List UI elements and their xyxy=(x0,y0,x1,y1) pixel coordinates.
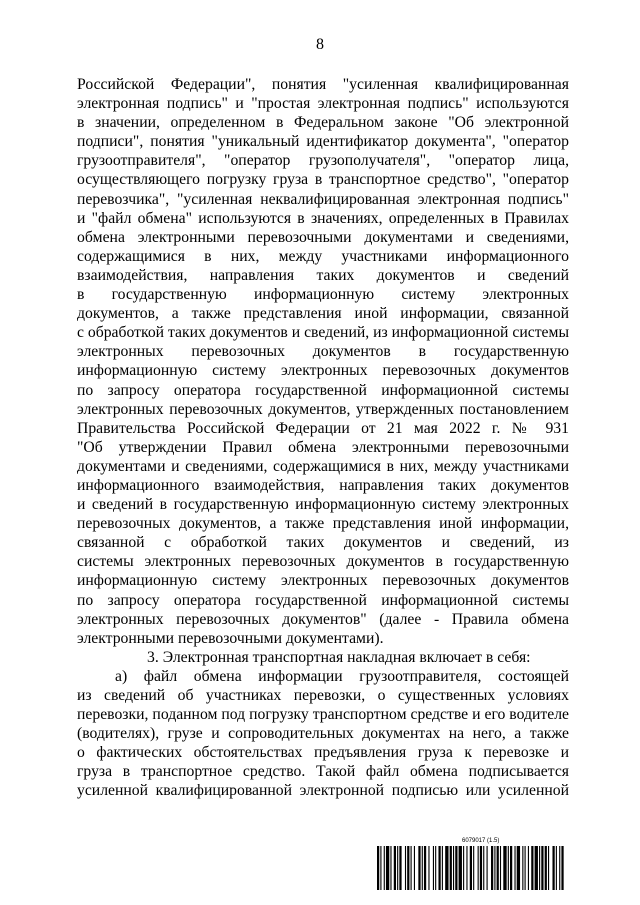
barcode-bar xyxy=(418,846,420,890)
barcode-bar xyxy=(422,846,423,890)
barcode-bar xyxy=(414,846,415,890)
barcode-bar xyxy=(442,846,443,890)
barcode-bar xyxy=(466,846,467,890)
text-line: усиленной квалифицированной электронной подписью или усиленной xyxy=(77,782,569,800)
barcode-bar xyxy=(541,846,543,890)
barcode-bar xyxy=(473,846,474,890)
barcode-bar xyxy=(405,846,406,890)
text-line: обмена электронными перевозочными документами и сведениями, xyxy=(77,228,569,246)
text-line: по запросу оператора государственной информационной системы xyxy=(77,591,569,609)
text-line: системы электронных перевозочных документов в государственную xyxy=(77,553,569,571)
barcode-bar xyxy=(487,846,488,890)
barcode-bar xyxy=(433,846,434,890)
barcode-bar xyxy=(407,846,409,890)
barcode-bar xyxy=(503,846,506,890)
text-line: и "файл обмена" используются в значениях, определенных в Правилах xyxy=(77,209,569,227)
text-line: а) файл обмена информации грузоотправителя, состоящей xyxy=(115,667,569,685)
text-line: связанной с обработкой таких документов и сведений, из xyxy=(77,534,569,552)
text-line: (водителях), грузе и сопроводительных документах на него, а также xyxy=(77,725,569,743)
page-number: 8 xyxy=(316,36,324,53)
barcode-bar xyxy=(397,846,398,890)
text-line: электронными перевозочными документами). xyxy=(77,629,384,647)
text-line: содержащимися в них, между участниками информационного xyxy=(77,247,569,265)
text-line: взаимодействия, направления таких документов и сведений xyxy=(77,266,569,284)
text-line: электронных перевозочных документов" (далее - Правила обмена xyxy=(77,610,569,628)
text-line: перевозчика", "усиленная неквалифицированная электронная подпись" xyxy=(77,190,569,208)
text-line: перевозки, поданном под погрузку транспортном средстве и его водителе xyxy=(77,706,569,724)
barcode-bar xyxy=(514,846,515,890)
text-line: Российской Федерации", понятия "усиленная квалифицированная xyxy=(77,76,569,93)
barcode-bar xyxy=(528,846,529,890)
barcode-bar xyxy=(497,846,499,890)
barcode xyxy=(377,846,567,890)
text-line: документов, а также представления иной информации, связанной xyxy=(77,305,569,323)
barcode-bar xyxy=(470,846,472,890)
barcode-bar xyxy=(522,846,523,890)
barcode-bar xyxy=(552,846,554,890)
text-line: "Об утверждении Правил обмена электронными перевозочными xyxy=(77,438,569,456)
text-line: электронных перевозочных документов, утвержденных постановлением xyxy=(77,400,569,418)
text-line: в значении, определенном в Федеральном законе "Об электронной xyxy=(77,114,569,132)
barcode-bar xyxy=(459,846,462,890)
barcode-bar xyxy=(384,846,385,890)
text-line: осуществляющего погрузку груза в транспортное средство", "оператор xyxy=(77,171,569,189)
barcode-bar xyxy=(453,846,454,890)
barcode-bar xyxy=(428,846,429,890)
barcode-bar xyxy=(531,846,533,890)
text-line: в государственную информационную систему электронных xyxy=(77,286,569,304)
barcode-bar xyxy=(411,846,412,890)
barcode-bar xyxy=(556,846,557,890)
text-line: и сведений в государственную информационную систему электронных xyxy=(77,496,569,514)
barcode-bar xyxy=(517,846,520,890)
barcode-bar xyxy=(445,846,448,890)
barcode-bar xyxy=(548,846,549,890)
body-text xyxy=(77,75,569,801)
barcode-bar xyxy=(559,846,560,890)
barcode-bar xyxy=(394,846,396,890)
text-line: с обработкой таких документов и сведений, из информационной системы xyxy=(77,324,569,342)
text-line: Правительства Российской Федерации от 21 мая 2022 г. № 931 xyxy=(77,419,569,437)
barcode-bar xyxy=(491,846,493,890)
text-line: из сведений об участниках перевозки, о существенных условиях xyxy=(77,687,569,704)
document-code: 6079017 (1.5) xyxy=(462,838,500,844)
barcode-bar xyxy=(380,846,381,890)
barcode-bar xyxy=(478,846,479,890)
text-line: о фактических обстоятельствах предъявления груза к перевозке и xyxy=(77,744,569,762)
barcode-bar xyxy=(390,846,391,890)
text-line: информационную систему электронных перевозочных документов xyxy=(77,572,569,590)
text-line: электронная подпись" и "простая электронная подпись" используются xyxy=(77,95,569,113)
barcode-bar xyxy=(435,846,436,890)
barcode-bar xyxy=(377,846,379,890)
barcode-bar xyxy=(539,846,540,890)
text-line: по запросу оператора государственной информационной системы xyxy=(77,381,569,399)
barcode-bar xyxy=(455,846,457,890)
barcode-bar xyxy=(545,846,547,890)
barcode-bar xyxy=(525,846,526,890)
barcode-bar xyxy=(480,846,482,890)
text-line: груза в транспортное средство. Такой файл обмена подписывается xyxy=(77,763,569,781)
text-line: электронных перевозочных документов в государственную xyxy=(77,343,569,361)
barcode-bar xyxy=(438,846,440,890)
text-line: перевозочных документов, а также представления иной информации, xyxy=(77,515,569,533)
barcode-bar xyxy=(535,846,538,890)
barcode-bar xyxy=(424,846,426,890)
barcode-bar xyxy=(494,846,495,890)
text-line: грузоотправителя", "оператор грузополучателя", "оператор лица, xyxy=(77,152,569,170)
barcode-bar xyxy=(508,846,509,890)
barcode-bar xyxy=(510,846,512,890)
text-line: подписи", понятия "уникальный идентификатор документа", "оператор xyxy=(77,133,569,151)
text-line: 3. Электронная транспортная накладная включает в себя: xyxy=(147,648,531,666)
text-line: документами и сведениями, содержащимися в них, между участниками xyxy=(77,457,569,475)
text-line: информационного взаимодействия, направления таких документов xyxy=(77,476,569,494)
barcode-bar xyxy=(463,846,464,890)
text-line: информационную систему электронных перевозочных документов xyxy=(77,362,569,380)
barcode-bar xyxy=(561,846,563,890)
barcode-bar xyxy=(450,846,452,890)
barcode-bar xyxy=(483,846,484,890)
barcode-bar xyxy=(386,846,389,890)
barcode-bar xyxy=(500,846,501,890)
barcode-bar xyxy=(399,846,401,890)
